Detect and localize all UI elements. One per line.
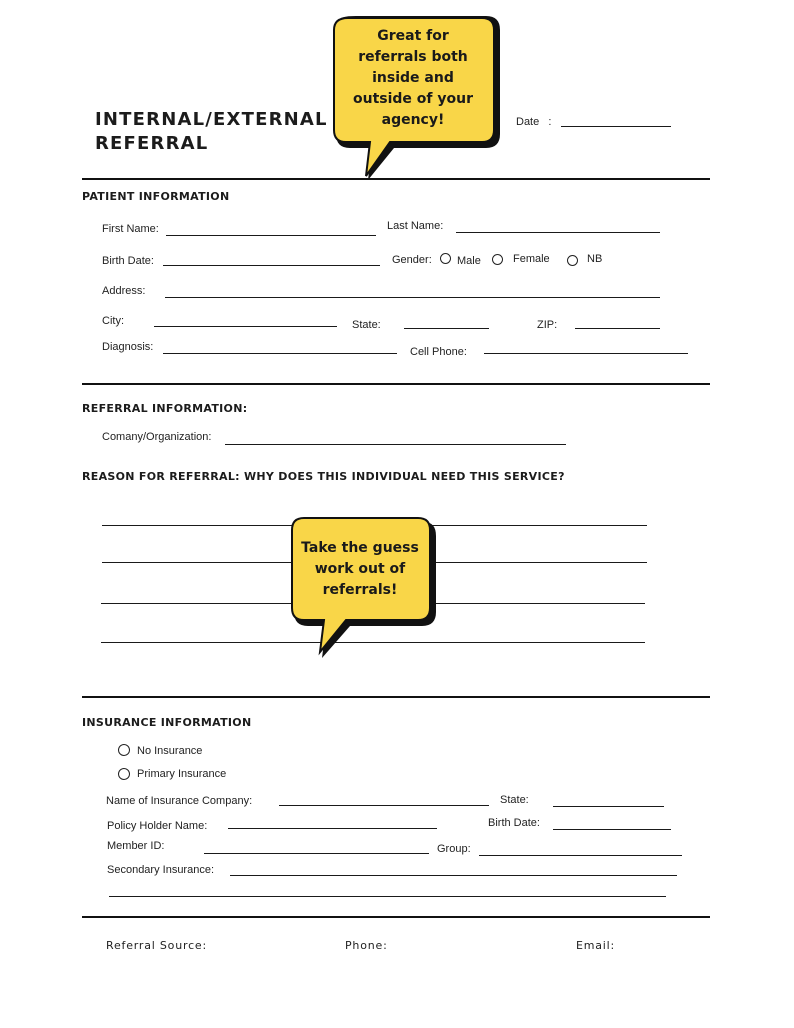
- address-field[interactable]: [165, 297, 660, 298]
- reason-heading: REASON FOR REFERRAL: WHY DOES THIS INDIVIDUAL NEED THIS SERVICE?: [82, 470, 565, 483]
- last-name-field[interactable]: [456, 232, 660, 233]
- divider-2: [82, 383, 710, 385]
- patient-section-heading: PATIENT INFORMATION: [82, 190, 230, 203]
- gender-female-label: Female: [513, 253, 550, 265]
- member-id-field[interactable]: [204, 853, 429, 854]
- primary-insurance-label: Primary Insurance: [137, 768, 227, 780]
- form-title-line1: INTERNAL/EXTERNAL: [95, 109, 328, 130]
- cell-phone-field[interactable]: [484, 353, 688, 354]
- first-name-field[interactable]: [166, 235, 376, 236]
- group-label: Group:: [437, 843, 471, 855]
- gender-female-radio[interactable]: [492, 254, 503, 265]
- no-insurance-label: No Insurance: [137, 745, 203, 757]
- date-label: Date :: [516, 116, 552, 128]
- diagnosis-label: Diagnosis:: [102, 341, 154, 353]
- insurance-company-label: Name of Insurance Company:: [106, 795, 253, 807]
- insurance-section-heading: INSURANCE INFORMATION: [82, 716, 252, 729]
- callout-text-top: Great for referrals both inside and outside of your agency!: [353, 28, 473, 128]
- form-title-line2: REFERRAL: [95, 133, 209, 154]
- group-field[interactable]: [479, 855, 682, 856]
- insurance-birth-date-label: Birth Date:: [488, 817, 540, 829]
- gender-nb-label: NB: [587, 253, 603, 265]
- insurance-birth-date-field[interactable]: [553, 829, 671, 830]
- no-insurance-radio[interactable]: [118, 744, 130, 756]
- gender-male-label: Male: [457, 255, 481, 267]
- referral-section-heading: REFERRAL INFORMATION:: [82, 402, 248, 415]
- phone-label: Phone:: [345, 939, 388, 952]
- state-label: State:: [352, 319, 381, 331]
- secondary-insurance-field[interactable]: [230, 875, 677, 876]
- divider-3: [82, 696, 710, 698]
- email-label: Email:: [576, 939, 616, 952]
- last-name-label: Last Name:: [387, 220, 444, 232]
- company-label: Comany/Organization:: [102, 431, 212, 443]
- divider-4: [82, 916, 710, 918]
- callout-text-middle: Take the guess work out of referrals!: [301, 540, 419, 598]
- form-title: [95, 108, 328, 156]
- policy-holder-label: Policy Holder Name:: [107, 820, 208, 832]
- policy-holder-field[interactable]: [228, 828, 437, 829]
- birth-date-field[interactable]: [163, 265, 380, 266]
- birth-date-label: Birth Date:: [102, 255, 154, 267]
- insurance-company-field[interactable]: [279, 805, 489, 806]
- diagnosis-field[interactable]: [163, 353, 397, 354]
- divider-1: [82, 178, 710, 180]
- address-label: Address:: [102, 285, 146, 297]
- primary-insurance-radio[interactable]: [118, 768, 130, 780]
- zip-label: ZIP:: [537, 319, 558, 331]
- zip-field[interactable]: [575, 328, 660, 329]
- state-field[interactable]: [404, 328, 489, 329]
- gender-male-radio[interactable]: [440, 253, 451, 264]
- insurance-state-field[interactable]: [553, 806, 664, 807]
- referral-source-label: Referral Source:: [106, 939, 207, 952]
- secondary-insurance-field-2[interactable]: [109, 896, 666, 897]
- gender-label: Gender:: [392, 254, 432, 266]
- first-name-label: First Name:: [102, 223, 159, 235]
- cell-phone-label: Cell Phone:: [410, 346, 467, 358]
- company-field[interactable]: [225, 444, 566, 445]
- gender-nb-radio[interactable]: [567, 255, 578, 266]
- city-field[interactable]: [154, 326, 337, 327]
- secondary-insurance-label: Secondary Insurance:: [107, 864, 215, 876]
- city-label: City:: [102, 315, 124, 327]
- insurance-state-label: State:: [500, 794, 529, 806]
- member-id-label: Member ID:: [107, 840, 165, 852]
- date-field[interactable]: [561, 126, 671, 127]
